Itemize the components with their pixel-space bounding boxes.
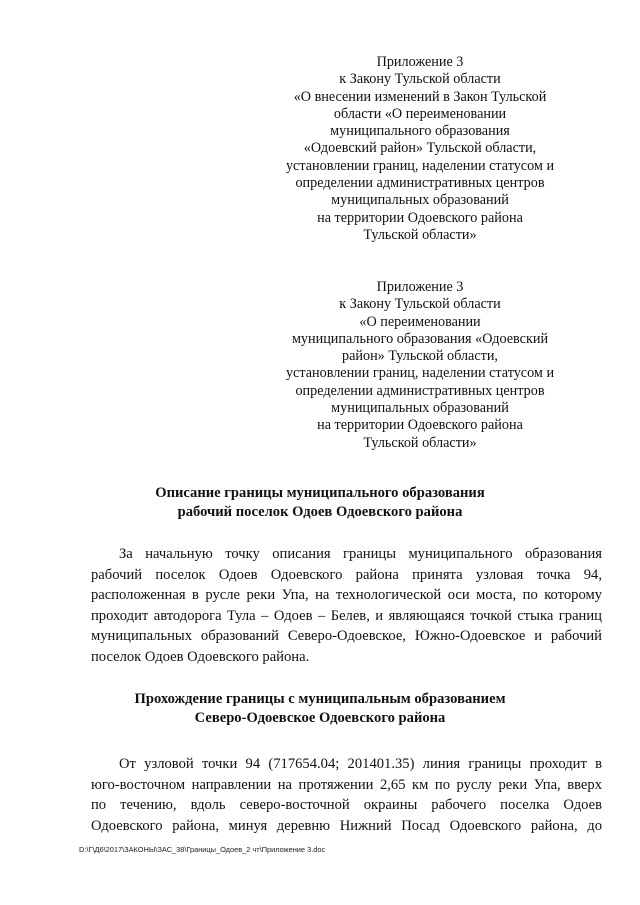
appendix-line: Тульской области»	[363, 226, 477, 243]
appendix-line: области «О переименовании	[333, 105, 507, 122]
appendix-line: определении административных центров	[295, 175, 545, 192]
appendix-line: Приложение 3	[376, 279, 464, 295]
appendix-header-current	[270, 54, 570, 244]
heading-line: Описание границы муниципального образования	[155, 485, 485, 501]
paragraph-line: За начальную точку описания границы муниципального образования	[119, 546, 602, 562]
file-path-footer: D:\Г\Д6\2017\ЗАКОНЫ\ЗАС_38\Границы_Одоев_2 чт\Приложение 3.doc	[79, 845, 326, 854]
appendix-line: район» Тульской области,	[342, 348, 498, 365]
appendix-line: муниципального образования	[330, 123, 510, 140]
paragraph-line: поселок Одоев Одоевского района.	[91, 648, 310, 665]
appendix-line: муниципальных образований	[331, 192, 509, 209]
appendix-line: к Закону Тульской области	[339, 71, 501, 88]
section-heading-description	[80, 484, 560, 521]
appendix-line: муниципального образования «Одоевский	[291, 330, 549, 347]
heading-line: Прохождение границы с муниципальным образованием	[134, 691, 506, 707]
appendix-line: муниципальных образований	[331, 400, 509, 417]
heading-line: Северо-Одоевское Одоевского района	[194, 709, 446, 726]
appendix-line: установлении границ, наделении статусом и	[285, 365, 555, 382]
appendix-header-previous	[270, 279, 570, 452]
heading-line: рабочий поселок Одоев Одоевского района	[177, 503, 463, 520]
paragraph-starting-point	[91, 544, 602, 668]
paragraph-line: по течению, вдоль северо-восточной окраины рабочего поселка Одоев	[91, 797, 602, 814]
paragraph-line: Одоевского района, минуя деревню Нижний Посад Одоевского района, до	[91, 817, 602, 834]
appendix-line: определении административных центров	[295, 382, 545, 399]
paragraph-line: От узловой точки 94 (717654.04; 201401.35) линия границы проходит в	[119, 756, 602, 772]
appendix-line: «О внесении изменений в Закон Тульской	[293, 88, 547, 105]
paragraph-line: юго-восточном направлении на протяжении 2,65 км по руслу реки Упа, вверх	[91, 776, 602, 793]
paragraph-line: муниципальных образований Северо-Одоевское, Южно-Одоевское и рабочий	[91, 628, 602, 645]
paragraph-line: рабочий поселок Одоев Одоевского района принята узловая точка 94,	[91, 566, 602, 583]
appendix-line: Тульской области»	[363, 434, 477, 451]
appendix-line: Приложение 3	[376, 54, 464, 70]
appendix-line: установлении границ, наделении статусом и	[285, 157, 555, 174]
appendix-line: к Закону Тульской области	[339, 296, 501, 313]
paragraph-line: проходит автодорога Тула – Одоев – Белев, и являющаяся точкой стыка границ	[91, 607, 602, 624]
appendix-line: «О переименовании	[359, 313, 481, 330]
appendix-line: на территории Одоевского района	[317, 209, 523, 226]
section-heading-boundary	[80, 690, 560, 727]
appendix-line: на территории Одоевского района	[317, 417, 523, 434]
appendix-line: «Одоевский район» Тульской области,	[303, 140, 537, 157]
paragraph-line: расположенная в русле реки Упа, на технологической оси моста, по которому	[91, 587, 602, 604]
paragraph-boundary-route	[91, 754, 602, 836]
